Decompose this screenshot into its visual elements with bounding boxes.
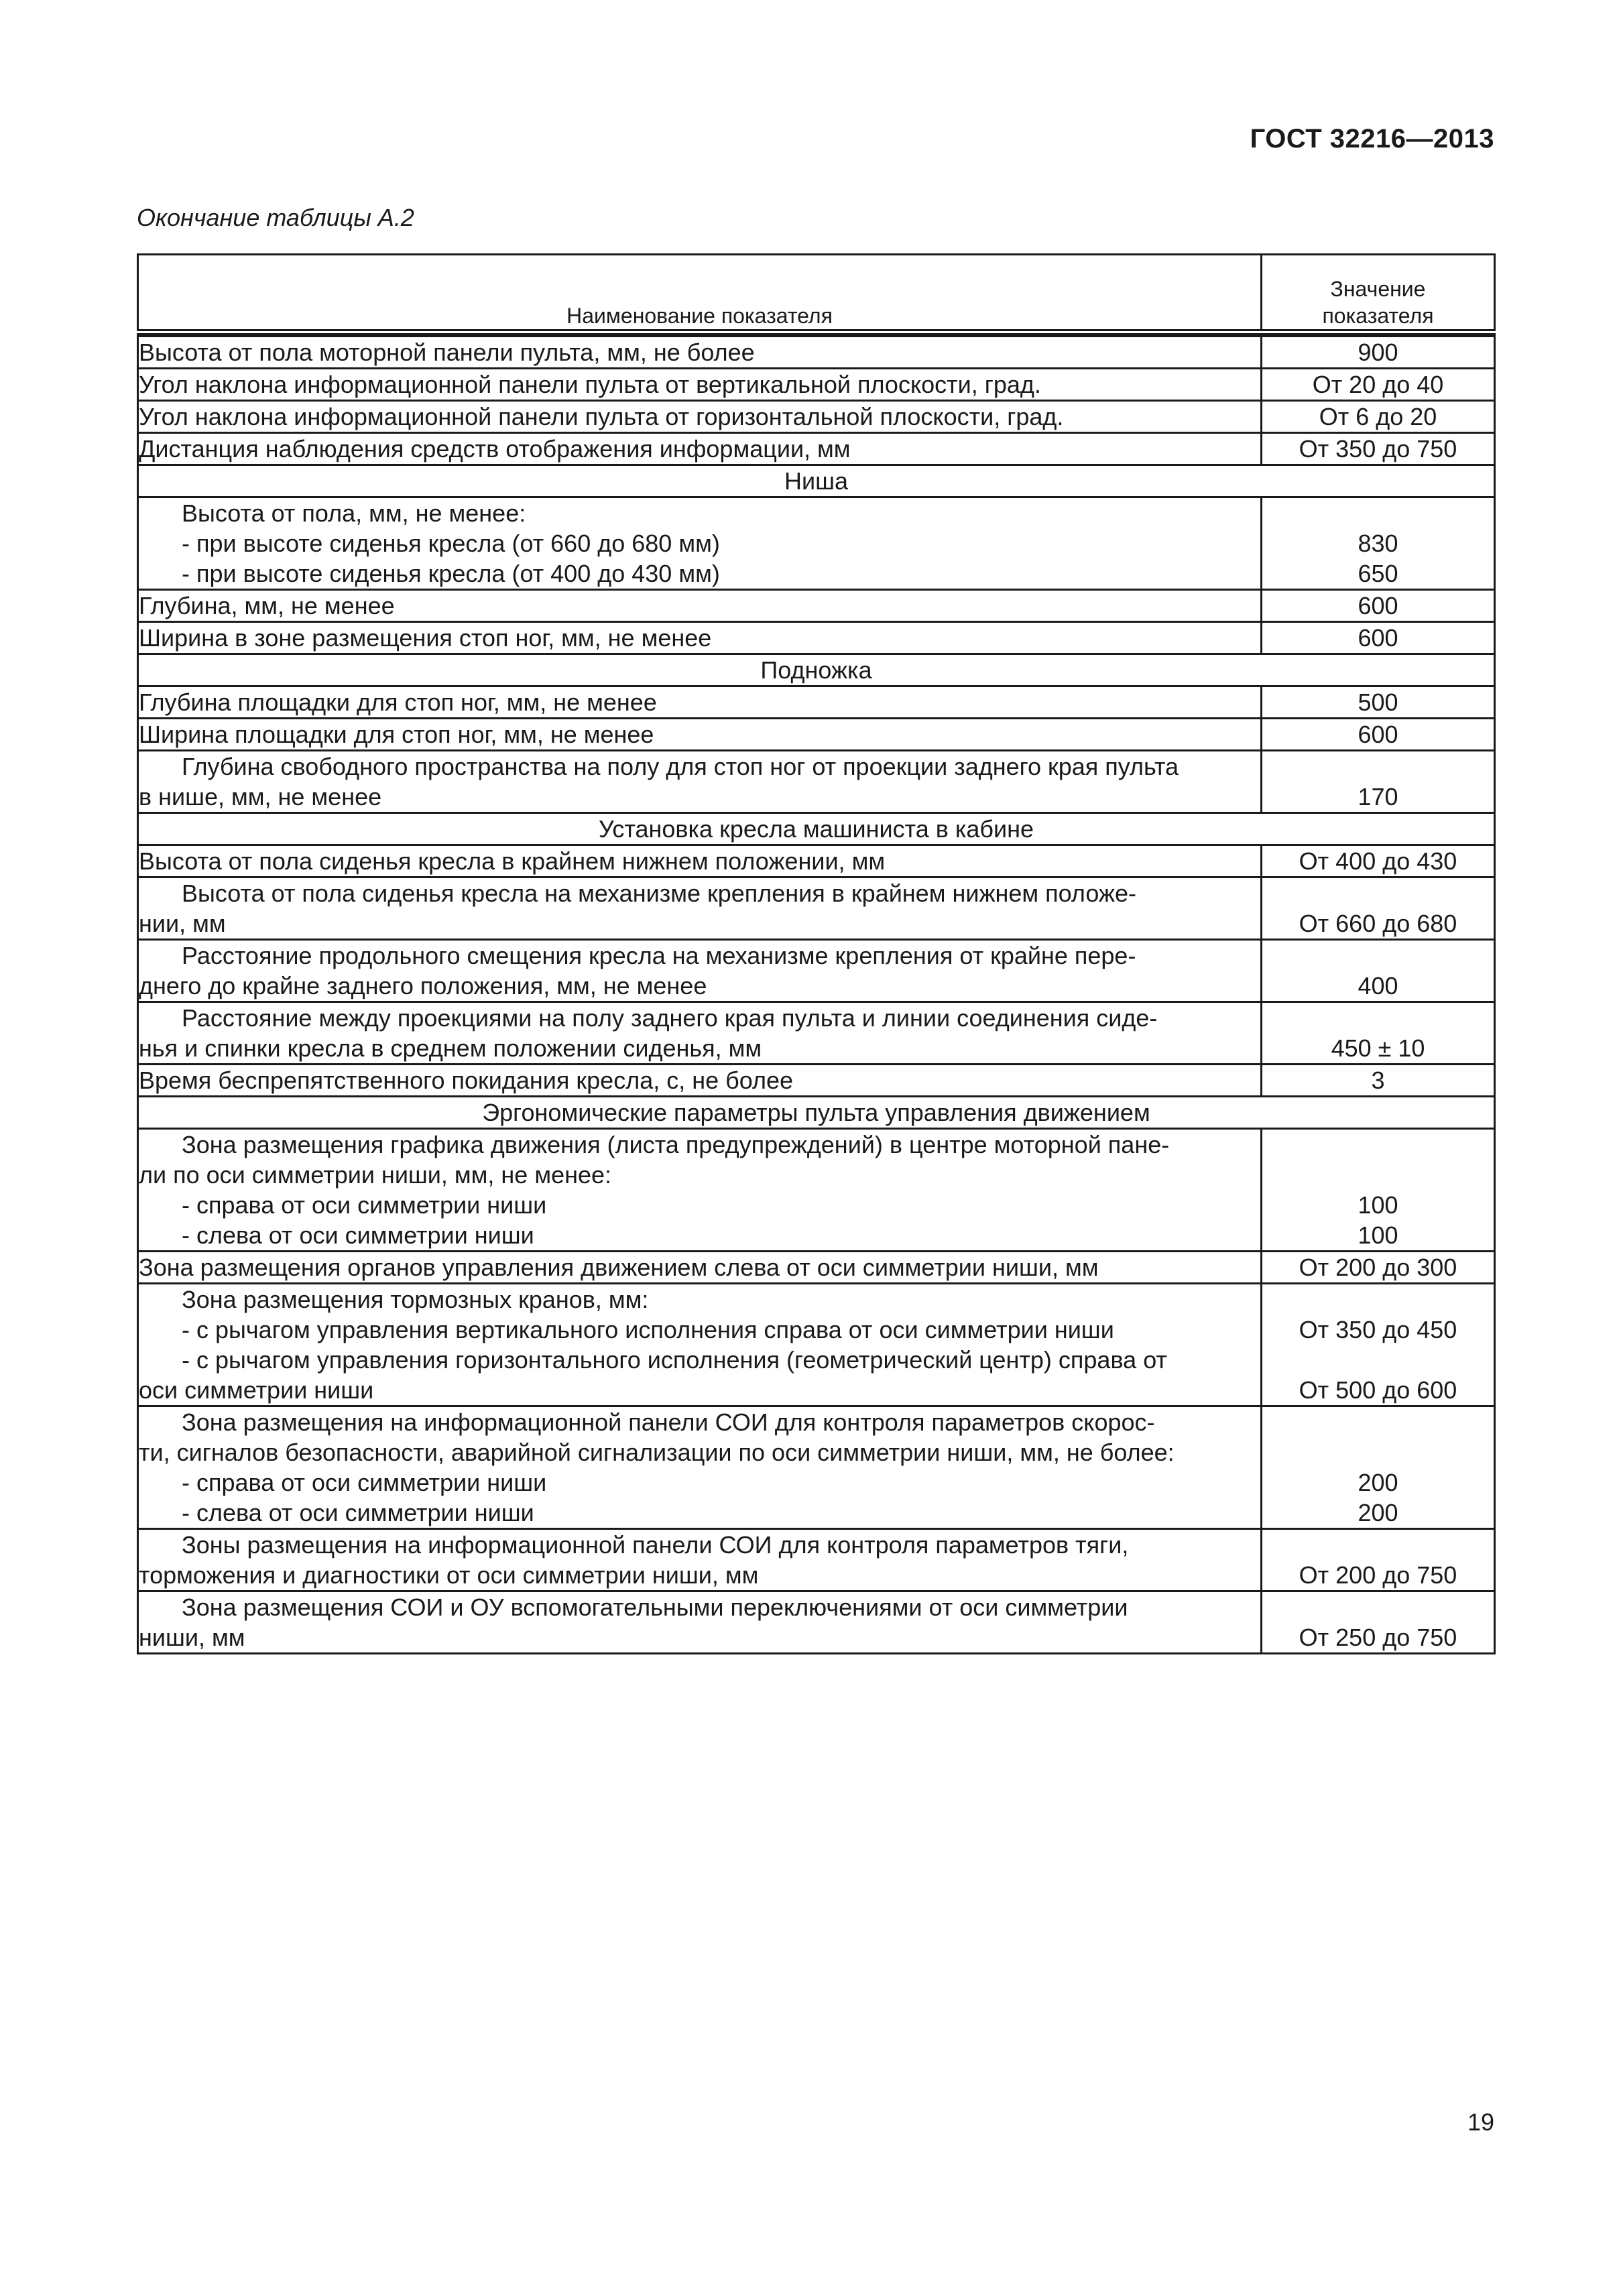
- row-name: Угол наклона информационной панели пульта от вертикальной плоскости, град.: [138, 369, 1262, 401]
- row-value-line: 200: [1358, 1499, 1398, 1526]
- table-row: [138, 497, 1495, 590]
- section-title-footrest: Подножка: [138, 654, 1495, 686]
- row-value: От 20 до 40: [1262, 369, 1495, 401]
- row-name-line: - слева от оси симметрии ниши: [182, 1499, 534, 1526]
- row-value-spacer: [1262, 1345, 1494, 1375]
- column-header-name: Наименование показателя: [138, 255, 1262, 333]
- table-row: [138, 1252, 1495, 1284]
- row-name-line: Глубина свободного пространства на полу для стоп ног от проекции заднего края пульта: [182, 753, 1179, 780]
- row-value: 400: [1262, 940, 1495, 1002]
- row-value: От 6 до 20: [1262, 401, 1495, 433]
- row-name-line: - при высоте сиденья кресла (от 660 до 680 мм): [182, 530, 720, 557]
- table-row: [138, 1406, 1495, 1529]
- row-value-line: 830: [1358, 530, 1398, 557]
- row-name: [138, 878, 1262, 940]
- row-name-line: нья и спинки кресла в среднем положении сиденья, мм: [139, 1034, 762, 1062]
- row-value-line: От 500 до 600: [1299, 1376, 1457, 1404]
- row-name-line: Высота от пола сиденья кресла на механизме крепления в крайнем нижнем положе-: [182, 880, 1137, 907]
- row-value: [1262, 1406, 1495, 1529]
- row-name: Глубина площадки для стоп ног, мм, не менее: [138, 686, 1262, 719]
- row-value-line: 100: [1358, 1221, 1398, 1249]
- row-name-line: Расстояние продольного смещения кресла на механизме крепления от крайне пере-: [182, 942, 1136, 969]
- row-name: [138, 1002, 1262, 1065]
- row-name-line: - с рычагом управления вертикального исполнения справа от оси симметрии ниши: [182, 1316, 1114, 1343]
- section-row: [138, 654, 1495, 686]
- row-value: 3: [1262, 1065, 1495, 1097]
- row-name: Зона размещения органов управления движением слева от оси симметрии ниши, мм: [138, 1252, 1262, 1284]
- section-title-niche: Ниша: [138, 465, 1495, 497]
- column-header-value-line1: Значение: [1330, 277, 1426, 301]
- row-name: Ширина в зоне размещения стоп ног, мм, не менее: [138, 622, 1262, 654]
- row-name-line: - при высоте сиденья кресла (от 400 до 430 мм): [182, 560, 720, 587]
- table-caption: Окончание таблицы А.2: [137, 204, 414, 231]
- row-name: Высота от пола моторной панели пульта, мм, не более: [138, 337, 1262, 369]
- row-name-line: Зона размещения на информационной панели СОИ для контроля параметров скорос-: [182, 1408, 1155, 1436]
- table-row: [138, 590, 1495, 622]
- section-title-ergonomics: Эргономические параметры пульта управления движением: [138, 1097, 1495, 1129]
- table-row: [138, 719, 1495, 751]
- row-name-line: днего до крайне заднего положения, мм, не менее: [139, 972, 707, 1000]
- table-row: [138, 1129, 1495, 1252]
- row-value: От 400 до 430: [1262, 845, 1495, 878]
- table-row: [138, 878, 1495, 940]
- row-value: [1262, 1129, 1495, 1252]
- row-value: 170: [1262, 751, 1495, 813]
- row-name: [138, 1284, 1262, 1406]
- row-value-line: 200: [1358, 1469, 1398, 1496]
- row-value: 600: [1262, 590, 1495, 622]
- row-name-line: оси симметрии ниши: [139, 1376, 374, 1404]
- row-value: 450 ± 10: [1262, 1002, 1495, 1065]
- row-value: От 200 до 300: [1262, 1252, 1495, 1284]
- row-name-line: торможения и диагностики от оси симметрии ниши, мм: [139, 1561, 759, 1589]
- row-name-line: нии, мм: [139, 910, 226, 937]
- row-name: [138, 1591, 1262, 1654]
- row-value: От 660 до 680: [1262, 878, 1495, 940]
- table-row: [138, 1529, 1495, 1591]
- row-name: [138, 497, 1262, 590]
- row-name-line: в нише, мм, не менее: [139, 783, 382, 810]
- section-title-seat-installation: Установка кресла машиниста в кабине: [138, 813, 1495, 845]
- table-row: [138, 622, 1495, 654]
- row-name: Дистанция наблюдения средств отображения информации, мм: [138, 433, 1262, 465]
- row-value-line: 650: [1358, 560, 1398, 587]
- row-value: От 200 до 750: [1262, 1529, 1495, 1591]
- section-row: [138, 813, 1495, 845]
- row-value: [1262, 1284, 1495, 1406]
- row-name: Высота от пола сиденья кресла в крайнем нижнем положении, мм: [138, 845, 1262, 878]
- parameters-table: [137, 253, 1496, 1654]
- column-header-value-line2: показателя: [1322, 304, 1434, 328]
- row-name-line: ти, сигналов безопасности, аварийной сигнализации по оси симметрии ниши, мм, не более:: [139, 1439, 1175, 1466]
- column-header-value: [1262, 255, 1495, 333]
- row-value: 600: [1262, 622, 1495, 654]
- table-row: [138, 1591, 1495, 1654]
- section-row: [138, 465, 1495, 497]
- row-value: От 350 до 750: [1262, 433, 1495, 465]
- table-row: [138, 1284, 1495, 1406]
- row-name-line: Зоны размещения на информационной панели СОИ для контроля параметров тяги,: [182, 1531, 1129, 1559]
- table-row: [138, 751, 1495, 813]
- row-name-line: ли по оси симметрии ниши, мм, не менее:: [139, 1161, 612, 1189]
- row-name: [138, 751, 1262, 813]
- row-name-line: Зона размещения тормозных кранов, мм:: [182, 1286, 649, 1313]
- row-name-line: Расстояние между проекциями на полу заднего края пульта и линии соединения сиде-: [182, 1004, 1158, 1032]
- table-row: [138, 940, 1495, 1002]
- table-row: [138, 686, 1495, 719]
- table-row: [138, 1002, 1495, 1065]
- table-row: [138, 401, 1495, 433]
- row-name-line: - с рычагом управления горизонтального исполнения (геометрический центр) справа от: [182, 1346, 1167, 1374]
- row-value: 900: [1262, 337, 1495, 369]
- row-value: 600: [1262, 719, 1495, 751]
- document-code: ГОСТ 32216—2013: [1250, 124, 1494, 154]
- table-row: [138, 433, 1495, 465]
- table-header-row: [138, 255, 1495, 333]
- row-name-line: Зона размещения СОИ и ОУ вспомогательными переключениями от оси симметрии: [182, 1593, 1128, 1621]
- row-name: Ширина площадки для стоп ног, мм, не менее: [138, 719, 1262, 751]
- row-name-line: Высота от пола, мм, не менее:: [182, 499, 526, 527]
- row-value-line: 100: [1358, 1191, 1398, 1219]
- table-row: [138, 1065, 1495, 1097]
- row-value: [1262, 497, 1495, 590]
- section-row: [138, 1097, 1495, 1129]
- row-name: [138, 1529, 1262, 1591]
- row-name: [138, 1406, 1262, 1529]
- row-value: От 250 до 750: [1262, 1591, 1495, 1654]
- row-value-line: От 350 до 450: [1299, 1316, 1457, 1343]
- row-name-line: - слева от оси симметрии ниши: [182, 1221, 534, 1249]
- row-name: Время беспрепятственного покидания кресла, с, не более: [138, 1065, 1262, 1097]
- row-value: 500: [1262, 686, 1495, 719]
- table-row: [138, 369, 1495, 401]
- table-row: [138, 845, 1495, 878]
- row-name: [138, 1129, 1262, 1252]
- row-name: [138, 940, 1262, 1002]
- row-name-line: - справа от оси симметрии ниши: [182, 1191, 547, 1219]
- row-name-line: - справа от оси симметрии ниши: [182, 1469, 547, 1496]
- row-name-line: Зона размещения графика движения (листа предупреждений) в центре моторной пане-: [182, 1131, 1170, 1158]
- row-name-line: ниши, мм: [139, 1624, 245, 1651]
- row-name: Глубина, мм, не менее: [138, 590, 1262, 622]
- row-name: Угол наклона информационной панели пульта от горизонтальной плоскости, град.: [138, 401, 1262, 433]
- page-number: 19: [1467, 2108, 1494, 2136]
- table-row: [138, 337, 1495, 369]
